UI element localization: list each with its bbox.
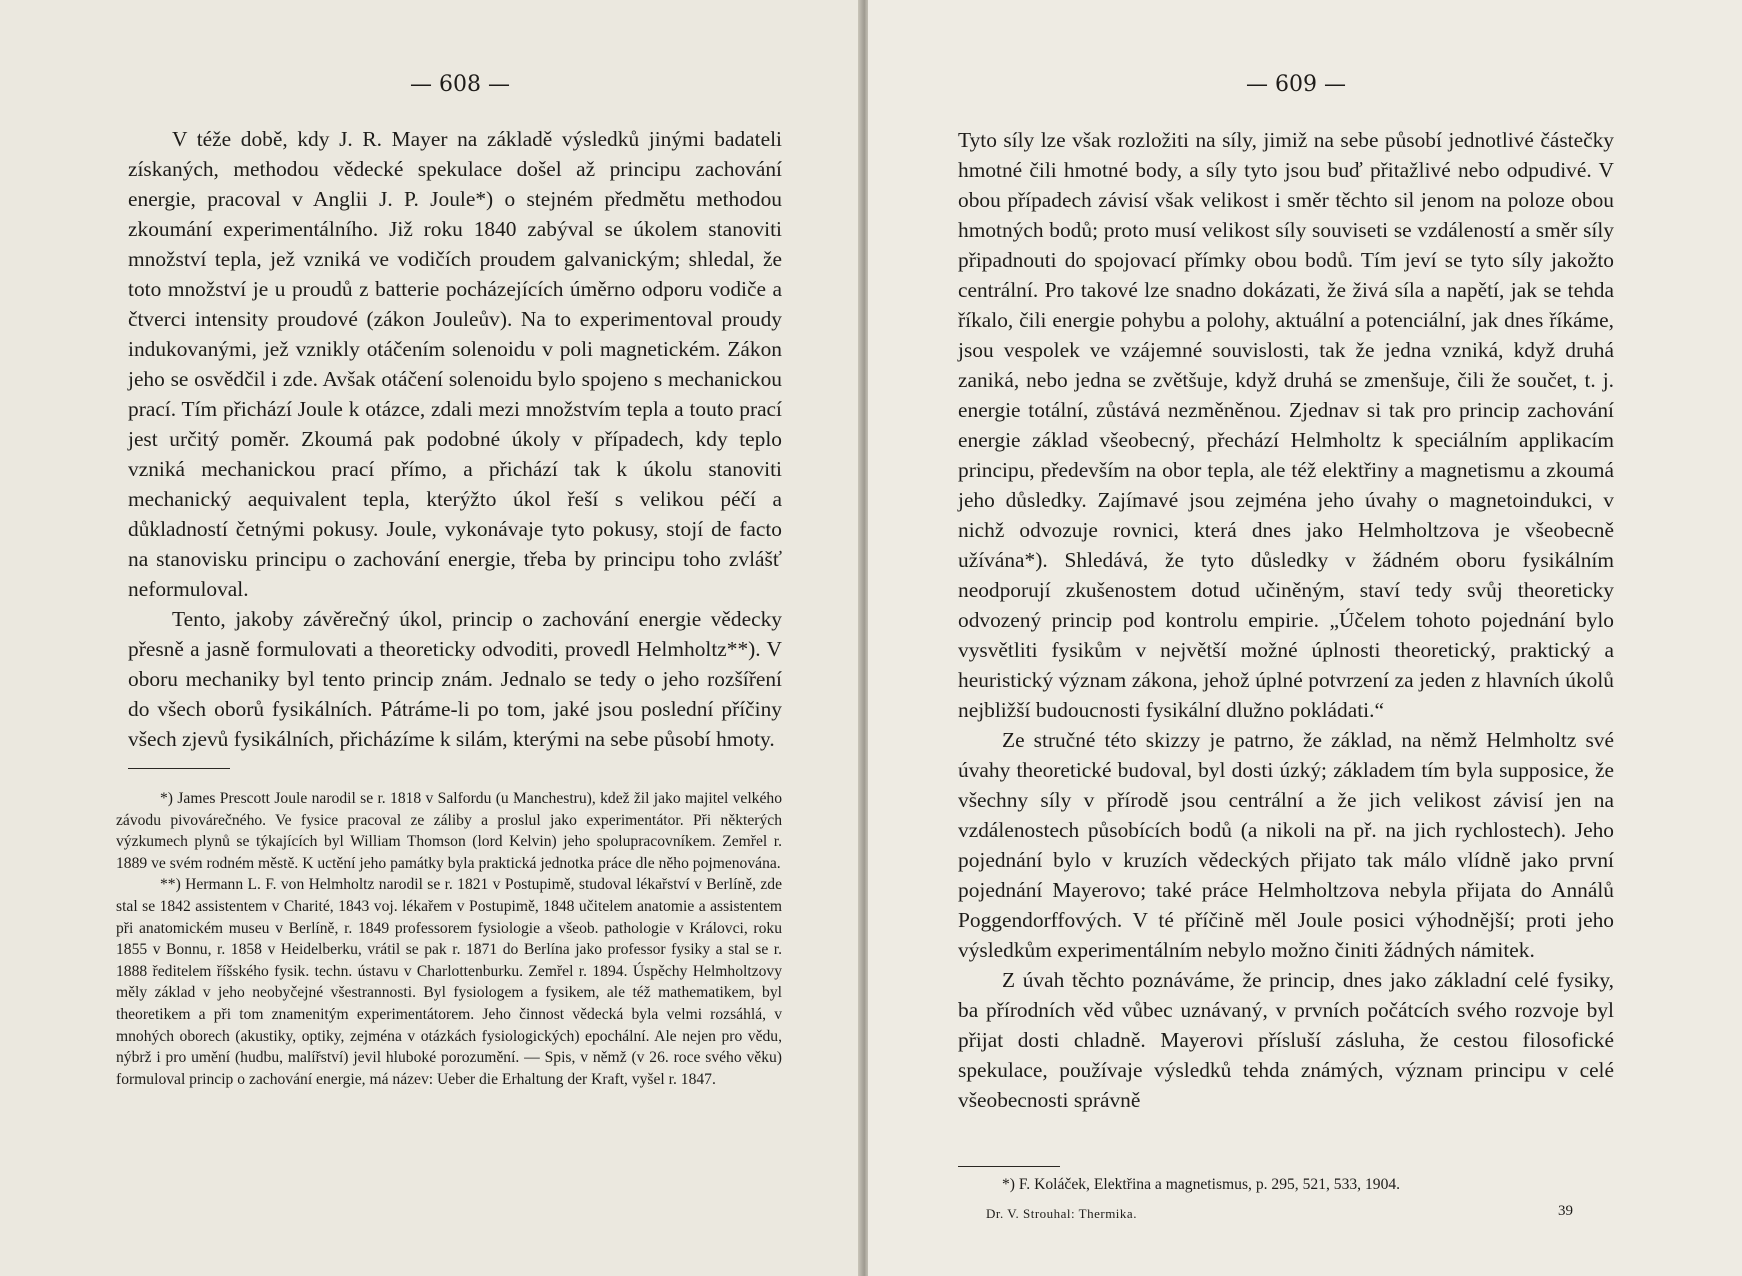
left-page [0,0,862,1276]
page-number: — 609 — [1246,72,1346,97]
footnote: *) F. Koláček, Elektřina a magnetismus, p. 295, 521, 533, 1904. [1002,1176,1401,1193]
paragraph: Z úvah těchto poznáváme, že princip, dnes jako základní celé fysiky, ba přírodních věd vůbec uznávaný, v prvních počátcích svého rozvoje byl přijat dosti chladně. Mayerovi přísluší zásluha, že cestou filosofické spekulace, používaje výsledků tehda známých, význam principu v celé všeobecnosti správně [958,968,1614,1112]
right-page [868,0,1742,1276]
main-text [128,124,782,754]
main-text [958,125,1614,1115]
footnote-rule [128,768,230,769]
paragraph: V téže době, kdy J. R. Mayer na základě výsledků jinými badateli získaných, methodou vědecké spekulace došel až principu zachování energie, pracoval v Anglii J. P. Joule*) o stejném předmětu methodou zkoumání experimentálního. Již roku 1840 zabýval se úkolem stanoviti množství tepla, jež vzniká ve vodičích proudem galvanickým; shledal, že toto množství je u proudů z batterie pocházejících úměrno odporu vodiče a čtverci intensity proudové (zákon Jouleův). Na to experimentoval proudy indukovanými, jež vznikly otáčením solenoidu v poli magnetickém. Zákon jeho se osvědčil i zde. Avšak otáčení solenoidu bylo spojeno s mechanickou prací. Tím přichází Joule k otázce, zdali mezi množstvím tepla a touto prací jest určitý poměr. Zkoumá pak podobné úkoly v případech, kdy teplo vzniká mechanickou prací přímo, a přichází tak k úkolu stanoviti mechanický aequivalent tepla, kterýžto úkol řeší s velikou péčí a důkladností četnými pokusy. Joule, vykonávaje tyto pokusy, stojí de facto na stanovisku principu o zachování energie, třeba by principu toho zvlášť neformuloval. [128,127,782,601]
footnote-rule [958,1166,1060,1167]
paragraph: Ze stručné této skizzy je patrno, že základ, na němž Helmholtz své úvahy theoretické budoval, byl dosti úzký; základem tím byla supposice, že všechny síly v přírodě jsou centrální a že jich velikost závisí jen na vzdálenostech působících bodů (a nikoli na př. na jich rychlostech). Jeho pojednání bylo v kruzích vědeckých přijato tak málo vlídně jako první pojednání Mayerovo; také práce Helmholtzova nebyla přijata do Annálů Poggendorffových. V té příčině měl Joule posici výhodnější; proti jeho výsledkům experimentálním nebylo možno činiti žádných námitek. [958,728,1614,962]
paragraph: Tento, jakoby závěrečný úkol, princip o zachování energie vědecky přesně a jasně formulovati a theoreticky odvoditi, provedl Helmholtz**). V oboru mechaniky byl tento princip znám. Jednalo se tedy o jeho rozšíření do všech oborů fysikálních. Pátráme-li po tom, jaké jsou poslední příčiny všech zjevů fysikálních, přicházíme k silám, kterými na sebe působí hmoty. [128,607,782,751]
signature-mark: Dr. V. Strouhal: Thermika. [986,1206,1137,1221]
footnote: **) Hermann L. F. von Helmholtz narodil se r. 1821 v Postupimě, studoval lékařství v Berlíně, zde stal se 1842 assistentem v Charité, 1843 voj. lékařem v Postupimě, 1848 učitelem anatomie a assistentem při anatomickém museu v Berlíně, r. 1849 professorem fysiologie a všeob. pathologie v Královci, roku 1855 v Bonnu, r. 1858 v Heidelberku, vrátil se pak r. 1871 do Berlína jako professor fysiky a stal se r. 1888 ředitelem říšského fysik. techn. ústavu v Charlottenburku. Zemřel r. 1894. Úspěchy Helmholtzovy měly základ v jeho neobyčejné všestrannosti. Byl fysiologem a fysikem, ale též mathematikem, byl theoretikem a při tom znamenitým experimentátorem. Jeho činnost vědecká byla velmi rozsáhlá, v mnohých oborech (akustiky, optiky, zejména v otázkách fysiologických) epochální. Ale nejen pro vědu, nýbrž i pro umění (hudbu, malířství) jevil hluboké porozumění. — Spis, v němž (v 26. roce svého věku) formuloval princip o zachování energie, má název: Ueber die Erhaltung der Kraft, vyšel r. 1847. [116,876,782,1088]
footnotes [116,788,782,1090]
footnote: *) James Prescott Joule narodil se r. 1818 v Salfordu (u Manchestru), kdež žil jako majitel velkého závodu pivovárečného. Ve fysice pracoval ze záliby a proslul jako experimentátor. Při některých výzkumech plynů se týkajících byl William Thomson (lord Kelvin) jeho spolupracovníkem. Zemřel r. 1889 ve svém rodném městě. K uctění jeho památky byla praktická jednotka práce dle něho pojmenována. [116,790,782,872]
page-number: — 608 — [410,72,510,97]
paragraph: Tyto síly lze však rozložiti na síly, jimiž na sebe působí jednotlivé částečky hmotné čili hmotné body, a síly tyto jsou buď přitažlivé nebo odpudivé. V obou případech závisí však velikost i směr těchto sil jenom na poloze obou hmotných bodů; proto musí velikost síly souviseti se vzdáleností a směr síly připadnouti do spojovací přímky obou bodů. Tím jeví se tyto síly jakožto centrální. Pro takové lze snadno dokázati, že živá síla a napětí, jak se tehda říkalo, čili energie pohybu a polohy, aktuální a potenciální, jak dnes říkáme, jsou vespolek ve vzájemné souvislosti, tak že jedna vzniká, když druhá zaniká, nebo jedna se zvětšuje, když druhá se zmenšuje, čili že součet, t. j. energie totální, zůstává nezměněnou. Zjednav si tak pro princip zachování energie základ všeobecný, přechází Helmholtz k speciálním applikacím principu, především na obor tepla, ale též elektřiny a magnetismu a zkoumá jeho důsledky. Zajímavé jsou zejména jeho úvahy o magnetoindukci, v nichž odvozuje rovnici, která dnes jako Helmholtzova je všeobecně užívána*). Shledává, že tyto důsledky v žádném oboru fysikálním neodporují zkušenostem dotud učiněným, staví tedy svůj theoreticky odvozený princip pod kontrolu empirie. „Účelem tohoto pojednání bylo vysvětliti fysikům v největší možné úplnosti theoretický, praktický a heuristický význam zákona, jehož úplné potvrzení za jeden z hlavních úkolů nejbližší budoucnosti fysikální dlužno pokládati.“ [958,128,1614,722]
signature-number: 39 [1558,1203,1573,1219]
